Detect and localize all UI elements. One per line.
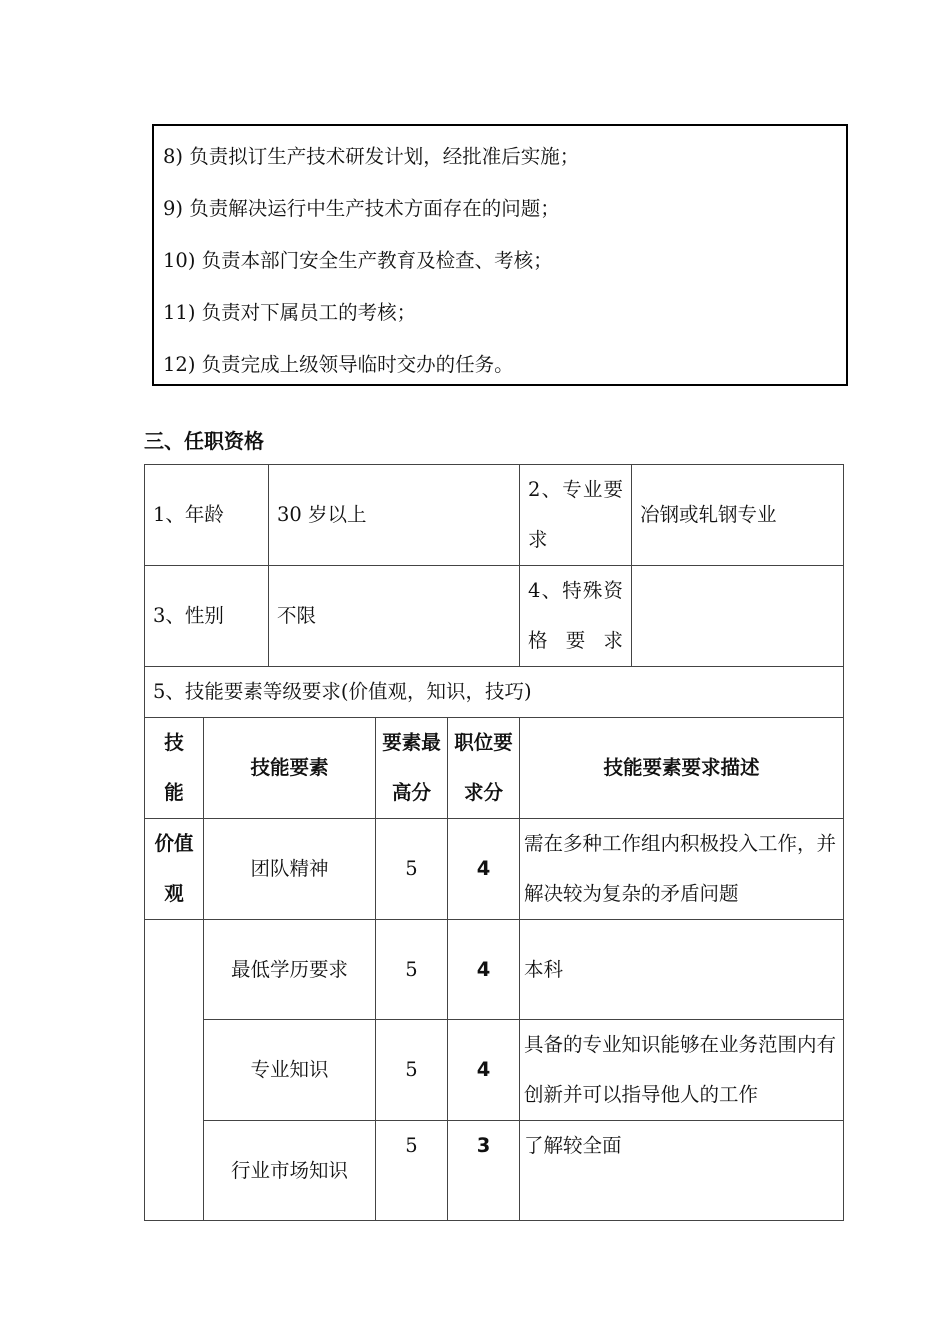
duty-item: 11) 负责对下属员工的考核； xyxy=(163,301,417,324)
age-value: 30 岁以上 xyxy=(269,465,520,566)
skills-title: 5、技能要素等级要求(价值观，知识，技巧) xyxy=(145,667,844,718)
major-label: 2、专业要求 xyxy=(520,465,632,565)
skill-required-score: 4 xyxy=(448,1020,520,1121)
skill-row xyxy=(145,920,844,1020)
skill-element: 团队精神 xyxy=(204,819,376,920)
age-label: 1、年龄 xyxy=(145,465,269,566)
duty-item: 10) 负责本部门安全生产教育及检查、考核； xyxy=(163,249,553,272)
skill-required-score: 4 xyxy=(448,819,520,920)
skill-element: 行业市场知识 xyxy=(204,1121,376,1221)
header-max-score: 要素最高分 xyxy=(376,718,448,819)
skills-header-row xyxy=(145,718,844,819)
gender-value: 不限 xyxy=(269,566,520,667)
gender-label: 3、性别 xyxy=(145,566,269,667)
skill-max-score: 5 xyxy=(376,1020,448,1121)
header-skill: 技能 xyxy=(145,718,204,819)
special-value xyxy=(632,566,843,666)
duties-box xyxy=(152,124,848,386)
skill-max-score: 5 xyxy=(376,819,448,920)
skill-required-score: 4 xyxy=(448,920,520,1020)
skill-element: 最低学历要求 xyxy=(204,920,376,1020)
skill-description: 需在多种工作组内积极投入工作，并解决较为复杂的矛盾问题 xyxy=(520,819,844,920)
header-description: 技能要素要求描述 xyxy=(520,718,844,819)
skill-row xyxy=(145,1121,844,1221)
qualifications-table xyxy=(144,464,844,1221)
table-row xyxy=(145,566,844,667)
special-label: 4、特殊资格要求 xyxy=(520,566,632,666)
table-row xyxy=(145,465,844,566)
skill-description: 本科 xyxy=(520,920,844,1020)
duty-item: 8) 负责拟订生产技术研发计划，经批准后实施； xyxy=(163,145,580,168)
skill-max-score: 5 xyxy=(376,920,448,1020)
skill-row xyxy=(145,1020,844,1121)
skill-max-score: 5 xyxy=(376,1121,448,1221)
header-element: 技能要素 xyxy=(204,718,376,819)
skill-element: 专业知识 xyxy=(204,1020,376,1121)
skill-row xyxy=(145,819,844,920)
skill-description: 具备的专业知识能够在业务范围内有创新并可以指导他人的工作 xyxy=(520,1020,844,1121)
major-value: 冶钢或轧钢专业 xyxy=(640,503,777,526)
table-row xyxy=(145,667,844,718)
skill-description: 了解较全面 xyxy=(520,1121,844,1221)
section-title: 三、任职资格 xyxy=(144,429,264,453)
skill-required-score: 3 xyxy=(448,1121,520,1221)
header-required-score: 职位要求分 xyxy=(448,718,520,819)
skill-category: 价值观 xyxy=(145,819,204,920)
skill-category xyxy=(145,920,204,1221)
duty-item: 9) 负责解决运行中生产技术方面存在的问题； xyxy=(163,197,560,220)
duty-item: 12) 负责完成上级领导临时交办的任务。 xyxy=(163,353,514,376)
